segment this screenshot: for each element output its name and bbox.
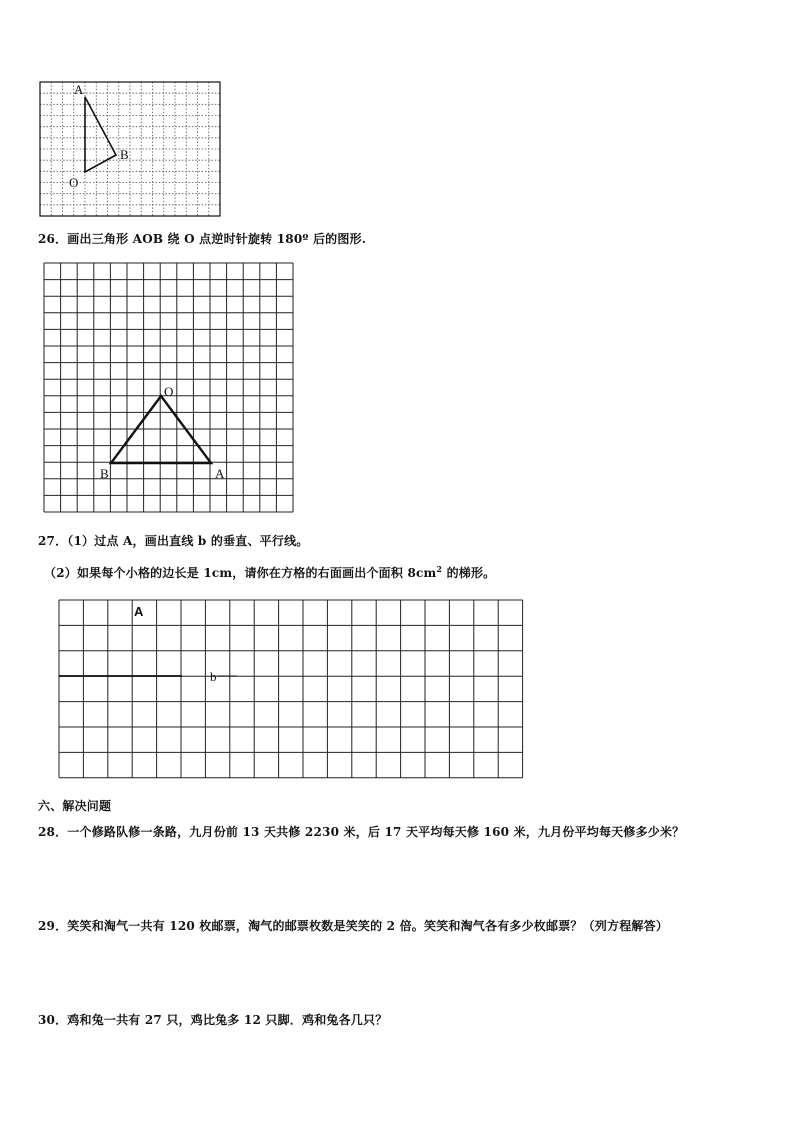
question-28: 28．一个修路队修一条路，九月份前 13 天共修 2230 米，后 17 天平均每天修 160 米，九月份平均每天修多少米？ [38,825,685,839]
question-26: 26．画出三角形 AOB 绕 O 点逆时针旋转 180º 后的图形. [38,232,367,246]
section-6-title: 六、解决问题 [38,799,112,813]
label-o: O [69,175,79,190]
label-o: O [164,384,174,399]
question-27-part2: （2）如果每个小格的边长是 1cm，请你在方格的右面画出个面积 $8cm^2$ 的梯形。 [44,564,496,580]
label-a: A [74,82,84,97]
dotted-grid [40,82,220,216]
figure-grid-line-b [52,596,528,780]
question-29: 29．笑笑和淘气一共有 120 枚邮票，淘气的邮票枚数是笑笑的 2 倍。笑笑和淘气各有多少枚邮票？（列方程解答） [38,919,669,933]
label-b: B [100,466,109,481]
figure-triangle-oba-grid [40,260,298,515]
label-a: A [134,604,144,619]
triangle-aob [85,97,116,172]
question-30: 30．鸡和兔一共有 27 只，鸡比兔多 12 只脚．鸡和兔各几只？ [38,1013,388,1027]
label-b: B [120,147,129,162]
wide-grid [59,600,523,778]
question-27-part1: 27．（1）过点 A，画出直线 b 的垂直、平行线。 [38,534,309,548]
figure-triangle-aob-grid [38,80,222,220]
label-b: b [210,669,217,684]
label-a: A [215,466,225,481]
